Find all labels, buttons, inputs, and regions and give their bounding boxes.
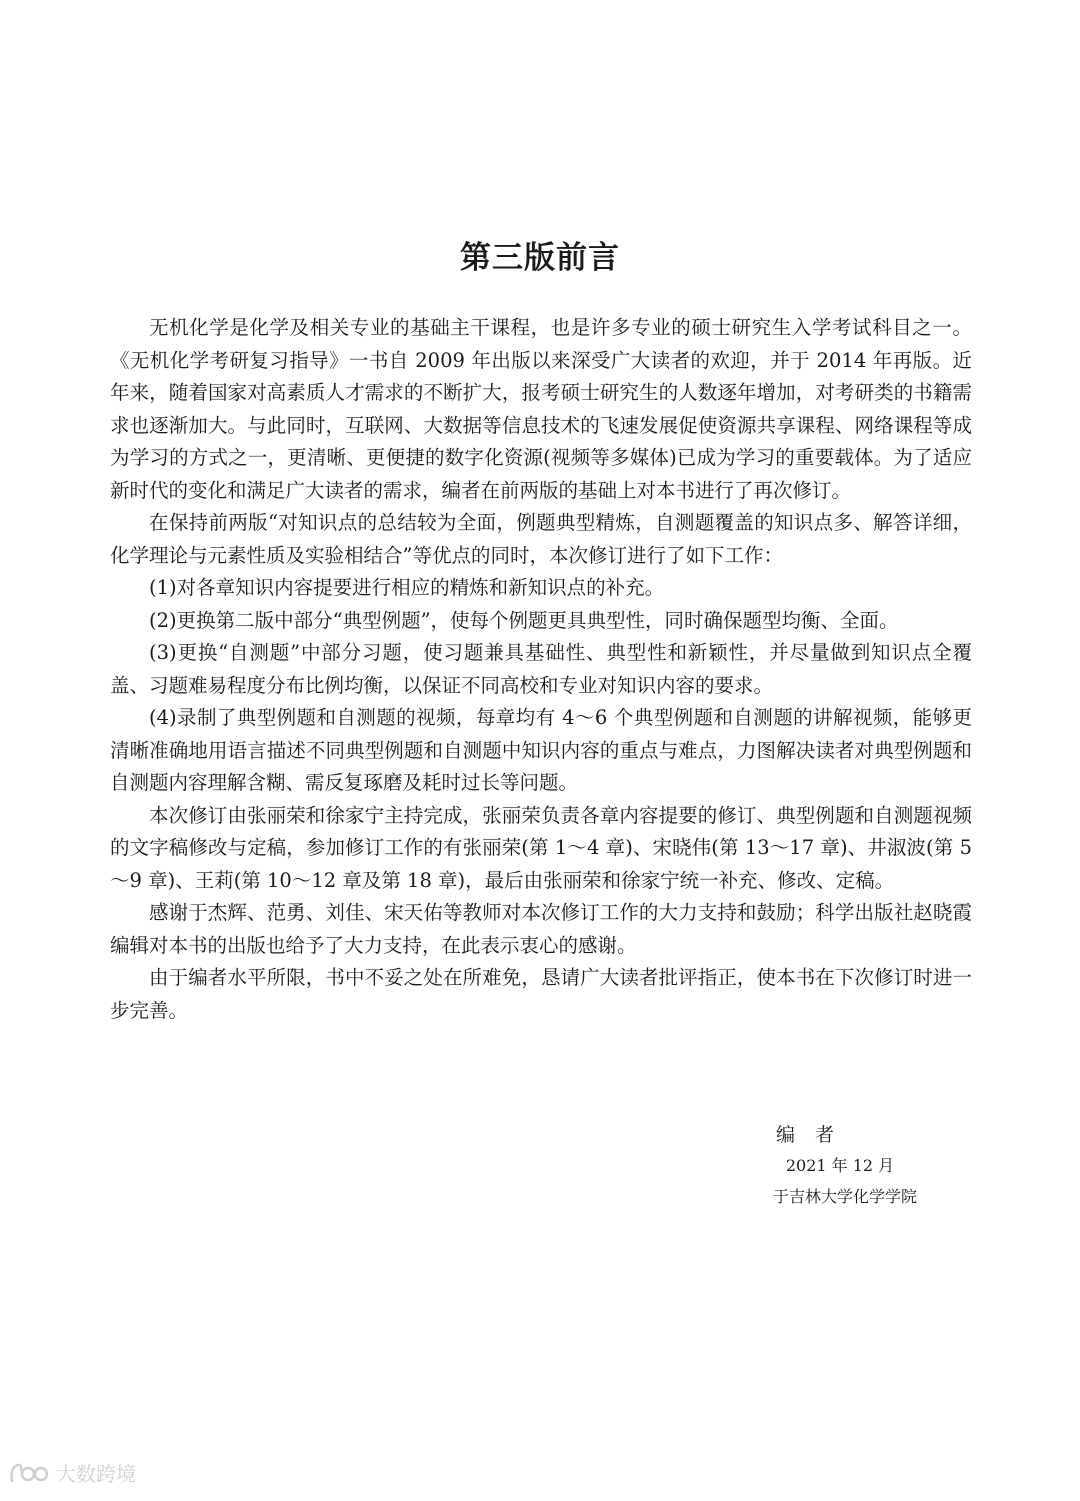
watermark-text: 大数跨境 (56, 1462, 136, 1486)
page-title: 第三版前言 (460, 240, 620, 276)
signature-date: 2021 年 12 月 (785, 1156, 895, 1175)
paragraph-item-4: (4)录制了典型例题和自测题的视频，每章均有 4～6 个典型例题和自测题的讲解视频，能够更清晰准确地用语言描述不同典型例题和自测题中知识内容的重点与难点，力图解决读者对典型例题和自测题内容理解含糊、需反复琢磨及耗时过长等问题。 (110, 706, 972, 794)
paragraph-item-2: (2)更换第二版中部分“典型例题”，使每个例题更具典型性，同时确保题型均衡、全面。 (149, 608, 899, 632)
paragraph-intro: 无机化学是化学及相关专业的基础主干课程，也是许多专业的硕士研究生入学考试科目之一。《无机化学考研复习指导》一书自 2009 年出版以来深受广大读者的欢迎，并于 2014 年再版。近年来，随着国家对高素质人才需求的不断扩大，报考硕士研究生的人数逐年增加，对考研类的书籍需求也逐渐加大。与此同时，互联网、大数据等信息技术的飞速发展促使资源共享课程、网络课程等成为学习的方式之一，更清晰、更便捷的数字化资源(视频等多媒体)已成为学习的重要载体。为了适应新时代的变化和满足广大读者的需求，编者在前两版的基础上对本书进行了再次修订。 (110, 316, 972, 502)
signature-place: 于吉林大学化学学院 (772, 1187, 917, 1206)
watermark (8, 1458, 136, 1487)
signature-author: 编者 (775, 1124, 854, 1146)
watermark-logo-icon (8, 1461, 50, 1485)
paragraph-work-intro: 在保持前两版“对知识点的总结较为全面，例题典型精炼，自测题覆盖的知识点多、解答详细，化学理论与元素性质及实验相结合”等优点的同时，本次修订进行了如下工作： (110, 511, 972, 567)
paragraph-item-1: (1)对各章知识内容提要进行相应的精炼和新知识点的补充。 (149, 576, 665, 599)
paragraph-closing: 由于编者水平所限，书中不妥之处在所难免，恳请广大读者批评指正，使本书在下次修订时进一步完善。 (110, 966, 972, 1022)
paragraph-item-3: (3)更换“自测题”中部分习题，使习题兼具基础性、典型性和新颖性，并尽量做到知识点全覆盖、习题难易程度分布比例均衡，以保证不同高校和专业对知识内容的要求。 (110, 641, 972, 697)
preface-body (110, 312, 972, 1027)
paragraph-acknowledgements: 感谢于杰辉、范勇、刘佳、宋天佑等教师对本次修订工作的大力支持和鼓励；科学出版社赵晓霞编辑对本书的出版也给予了大力支持，在此表示衷心的感谢。 (110, 901, 972, 957)
paragraph-contributors: 本次修订由张丽荣和徐家宁主持完成，张丽荣负责各章内容提要的修订、典型例题和自测题视频的文字稿修改与定稿，参加修订工作的有张丽荣(第 1～4 章)、宋晓伟(第 13～17 章)、井淑波(第 5～9 章)、王莉(第 10～12 章及第 18 章)，最后由张丽荣和徐家宁统一补充、修改、定稿。 (110, 803, 972, 892)
